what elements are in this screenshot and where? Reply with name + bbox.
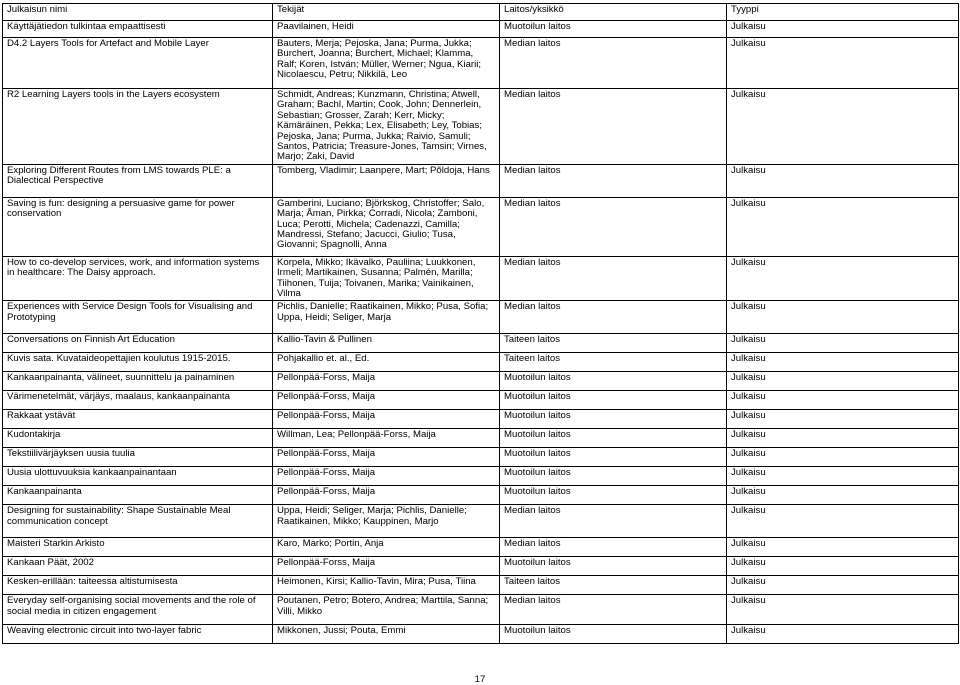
table-body <box>3 21 959 644</box>
cell-department: Median laitos <box>500 89 727 165</box>
cell-type: Julkaisu <box>727 256 959 301</box>
cell-title: Käyttäjätiedon tulkintaa empaattisesti <box>3 21 273 38</box>
cell-title: Kankaanpainanta, välineet, suunnittelu ja painaminen <box>3 372 273 391</box>
cell-title: How to co-develop services, work, and information systems in healthcare: The Daisy approach. <box>3 256 273 301</box>
cell-department: Muotoilun laitos <box>500 372 727 391</box>
cell-authors: Kallio-Tavin & Pullinen <box>273 334 500 353</box>
cell-authors: Schmidt, Andreas; Kunzmann, Christina; Atwell, Graham; Bachl, Martin; Cook, John; Dennerlein, Sebastian; Grosser, Zarah; Kerr, Micky; Kämäräinen, Pekka; Lex, Elisabeth; Ley, Tobias; Pejoska, Jana; Purma, Jukka; Raivio, Samuli; Santos, Patricia; Treasure-Jones, Tamsin; Virnes, Marjo; Zaki, David <box>273 89 500 165</box>
cell-authors: Pichlis, Danielle; Raatikainen, Mikko; Pusa, Sofia; Uppa, Heidi; Seliger, Marja <box>273 301 500 334</box>
cell-authors: Tomberg, Vladimir; Laanpere, Mart; Põldoja, Hans <box>273 164 500 197</box>
table-row <box>3 625 959 644</box>
cell-title: Kuvis sata. Kuvataideopettajien koulutus 1915-2015. <box>3 353 273 372</box>
table-row <box>3 576 959 595</box>
cell-title: D4.2 Layers Tools for Artefact and Mobile Layer <box>3 38 273 89</box>
cell-authors: Mikkonen, Jussi; Pouta, Emmi <box>273 625 500 644</box>
cell-type: Julkaisu <box>727 448 959 467</box>
cell-department: Taiteen laitos <box>500 576 727 595</box>
cell-department: Median laitos <box>500 505 727 538</box>
cell-authors: Pellonpää-Forss, Maija <box>273 391 500 410</box>
cell-authors: Pellonpää-Forss, Maija <box>273 467 500 486</box>
table-row <box>3 256 959 301</box>
header-type: Tyyppi <box>727 4 959 21</box>
cell-type: Julkaisu <box>727 38 959 89</box>
cell-type: Julkaisu <box>727 429 959 448</box>
table-row <box>3 448 959 467</box>
cell-authors: Pellonpää-Forss, Maija <box>273 557 500 576</box>
cell-department: Median laitos <box>500 38 727 89</box>
cell-department: Taiteen laitos <box>500 353 727 372</box>
cell-department: Muotoilun laitos <box>500 625 727 644</box>
cell-authors: Pellonpää-Forss, Maija <box>273 448 500 467</box>
cell-title: Tekstiilivärjäyksen uusia tuulia <box>3 448 273 467</box>
table-row <box>3 391 959 410</box>
cell-type: Julkaisu <box>727 197 959 256</box>
cell-department: Muotoilun laitos <box>500 557 727 576</box>
cell-department: Median laitos <box>500 301 727 334</box>
cell-authors: Gamberini, Luciano; Björkskog, Christoffer; Salo, Marja; Åman, Pirkka; Corradi, Nicola; Zamboni, Luca; Perotti, Michela; Cadenazzi, Camilla; Mandressi, Stefano; Jacucci, Giulio; Tusa, Giovanni; Spagnolli, Anna <box>273 197 500 256</box>
cell-type: Julkaisu <box>727 21 959 38</box>
cell-department: Median laitos <box>500 595 727 625</box>
cell-type: Julkaisu <box>727 467 959 486</box>
table-row <box>3 410 959 429</box>
table-row <box>3 334 959 353</box>
cell-authors: Bauters, Merja; Pejoska, Jana; Purma, Jukka; Burchert, Joanna; Burchert, Michael; Klamma, Ralf; Koren, István; Müller, Werner; Ngua, Kiarii; Nicolaescu, Petru; Nikkilä, Leo <box>273 38 500 89</box>
cell-authors: Pohjakallio et. al., Ed. <box>273 353 500 372</box>
cell-title: Kudontakirja <box>3 429 273 448</box>
table-row <box>3 164 959 197</box>
table-row <box>3 21 959 38</box>
table-row <box>3 372 959 391</box>
cell-title: Kankaanpainanta <box>3 486 273 505</box>
cell-department: Median laitos <box>500 197 727 256</box>
table-row <box>3 89 959 165</box>
cell-type: Julkaisu <box>727 595 959 625</box>
cell-type: Julkaisu <box>727 89 959 165</box>
cell-department: Muotoilun laitos <box>500 429 727 448</box>
table-row <box>3 486 959 505</box>
cell-department: Median laitos <box>500 538 727 557</box>
table-row <box>3 538 959 557</box>
cell-title: Experiences with Service Design Tools for Visualising and Prototyping <box>3 301 273 334</box>
cell-department: Muotoilun laitos <box>500 410 727 429</box>
cell-authors: Pellonpää-Forss, Maija <box>273 410 500 429</box>
cell-title: Everyday self-organising social movements and the role of social media in citizen engagement <box>3 595 273 625</box>
page-number: 17 <box>474 674 486 685</box>
cell-type: Julkaisu <box>727 486 959 505</box>
cell-department: Muotoilun laitos <box>500 21 727 38</box>
cell-authors: Heimonen, Kirsi; Kallio-Tavin, Mira; Pusa, Tiina <box>273 576 500 595</box>
cell-type: Julkaisu <box>727 538 959 557</box>
cell-title: Conversations on Finnish Art Education <box>3 334 273 353</box>
cell-type: Julkaisu <box>727 557 959 576</box>
cell-department: Muotoilun laitos <box>500 467 727 486</box>
header-title: Julkaisun nimi <box>3 4 273 21</box>
publications-table <box>2 3 959 644</box>
table-row <box>3 197 959 256</box>
cell-type: Julkaisu <box>727 164 959 197</box>
cell-authors: Karo, Marko; Portin, Anja <box>273 538 500 557</box>
cell-type: Julkaisu <box>727 301 959 334</box>
header-authors: Tekijät <box>273 4 500 21</box>
cell-authors: Korpela, Mikko; Ikävalko, Pauliina; Luukkonen, Irmeli; Martikainen, Susanna; Palmén, Marilla; Tiihonen, Tuija; Toivanen, Marika; Vainikainen, Vilma <box>273 256 500 301</box>
cell-department: Median laitos <box>500 256 727 301</box>
cell-title: R2 Learning Layers tools in the Layers ecosystem <box>3 89 273 165</box>
cell-title: Kankaan Päät, 2002 <box>3 557 273 576</box>
cell-authors: Uppa, Heidi; Seliger, Marja; Pichlis, Danielle; Raatikainen, Mikko; Kauppinen, Marjo <box>273 505 500 538</box>
cell-title: Designing for sustainability: Shape Sustainable Meal communication concept <box>3 505 273 538</box>
cell-authors: Pellonpää-Forss, Maija <box>273 486 500 505</box>
table-row <box>3 301 959 334</box>
cell-title: Weaving electronic circuit into two-layer fabric <box>3 625 273 644</box>
cell-title: Kesken-erillään: taiteessa altistumisesta <box>3 576 273 595</box>
cell-department: Median laitos <box>500 164 727 197</box>
cell-authors: Poutanen, Petro; Botero, Andrea; Marttila, Sanna; Villi, Mikko <box>273 595 500 625</box>
cell-authors: Pellonpää-Forss, Maija <box>273 372 500 391</box>
cell-type: Julkaisu <box>727 410 959 429</box>
cell-department: Taiteen laitos <box>500 334 727 353</box>
cell-title: Värimenetelmät, värjäys, maalaus, kankaanpainanta <box>3 391 273 410</box>
table-row <box>3 595 959 625</box>
header-row <box>3 4 959 21</box>
cell-title: Maisteri Starkin Arkisto <box>3 538 273 557</box>
cell-title: Saving is fun: designing a persuasive game for power conservation <box>3 197 273 256</box>
table-row <box>3 38 959 89</box>
cell-type: Julkaisu <box>727 372 959 391</box>
table-row <box>3 429 959 448</box>
cell-title: Rakkaat ystävät <box>3 410 273 429</box>
header-department: Laitos/yksikkö <box>500 4 727 21</box>
cell-authors: Paavilainen, Heidi <box>273 21 500 38</box>
table-row <box>3 557 959 576</box>
cell-type: Julkaisu <box>727 391 959 410</box>
cell-department: Muotoilun laitos <box>500 486 727 505</box>
cell-type: Julkaisu <box>727 505 959 538</box>
table-row <box>3 353 959 372</box>
cell-authors: Willman, Lea; Pellonpää-Forss, Maija <box>273 429 500 448</box>
cell-title: Exploring Different Routes from LMS towards PLE: a Dialectical Perspective <box>3 164 273 197</box>
cell-type: Julkaisu <box>727 576 959 595</box>
cell-type: Julkaisu <box>727 353 959 372</box>
cell-title: Uusia ulottuvuuksia kankaanpainantaan <box>3 467 273 486</box>
cell-type: Julkaisu <box>727 334 959 353</box>
cell-type: Julkaisu <box>727 625 959 644</box>
cell-department: Muotoilun laitos <box>500 391 727 410</box>
table-row <box>3 467 959 486</box>
cell-department: Muotoilun laitos <box>500 448 727 467</box>
table-row <box>3 505 959 538</box>
